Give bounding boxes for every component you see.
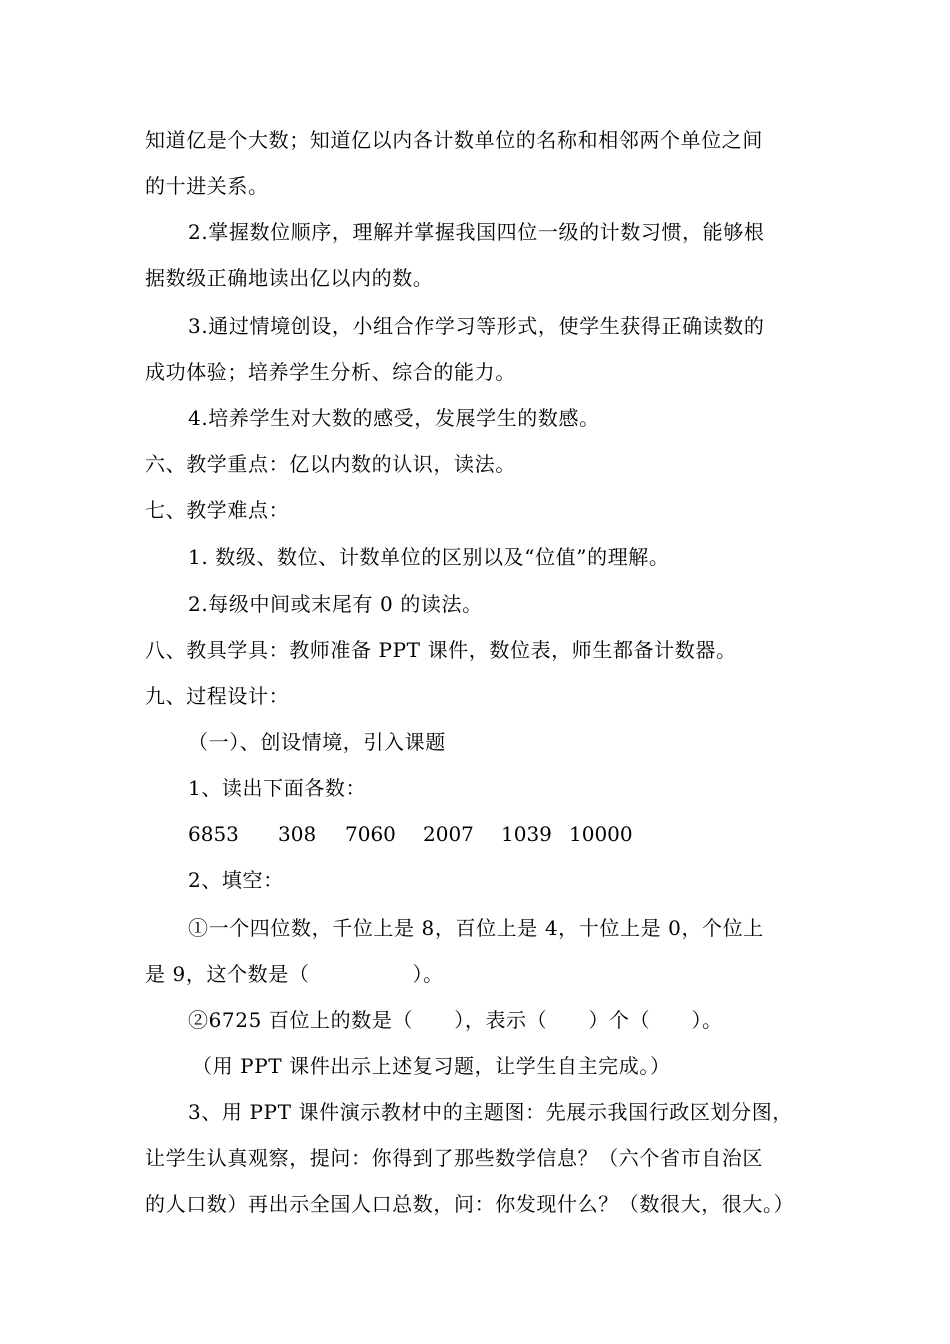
fill-blank-2-line: ②6725 百位上的数是（ ），表示（ ）个（ ）。: [188, 1008, 723, 1032]
number-item: 2007: [423, 822, 474, 846]
number-item: 10000: [569, 822, 633, 846]
number-item: 1039: [501, 822, 552, 846]
objective-2-line: 2.掌握数位顺序，理解并掌握我国四位一级的计数习惯，能够根: [188, 220, 765, 244]
paragraph-line: 让学生认真观察，提问：你得到了那些数学信息？（六个省市自治区: [145, 1146, 763, 1170]
objective-3-line: 3.通过情境创设，小组合作学习等形式，使学生获得正确读数的: [188, 314, 765, 338]
paragraph-line: 成功体验；培养学生分析、综合的能力。: [145, 360, 516, 384]
number-item: 6853: [188, 822, 239, 846]
paragraph-line: 据数级正确地读出亿以内的数。: [145, 266, 434, 290]
paragraph-line: 知道亿是个大数；知道亿以内各计数单位的名称和相邻两个单位之间: [145, 128, 763, 152]
objective-4-line: 4.培养学生对大数的感受，发展学生的数感。: [188, 406, 600, 430]
exercise-3-line: 3、用 PPT 课件演示教材中的主题图：先展示我国行政区划分图，: [188, 1100, 793, 1124]
note-line: （用 PPT 课件出示上述复习题，让学生自主完成。）: [192, 1054, 671, 1078]
paragraph-line: 的人口数）再出示全国人口总数，问：你发现什么？（数很大，很大。）: [145, 1192, 795, 1216]
number-item: 308: [278, 822, 317, 846]
number-item: 7060: [345, 822, 396, 846]
exercise-2-line: 2、填空：: [188, 868, 284, 892]
fill-blank-1-line: ①一个四位数，千位上是 8，百位上是 4，十位上是 0，个位上: [188, 916, 764, 940]
section-heading-difficulties: 七、教学难点：: [145, 498, 290, 522]
paragraph-line: 是 9，这个数是（ ）。: [145, 962, 444, 986]
section-heading-teaching-aids: 八、教具学具：教师准备 PPT 课件，数位表，师生都备计数器。: [145, 638, 737, 662]
paragraph-line: 的十进关系。: [145, 174, 269, 198]
exercise-1-line: 1、读出下面各数：: [188, 776, 367, 800]
section-heading-process-design: 九、过程设计：: [145, 684, 290, 708]
section-heading-key-points: 六、教学重点：亿以内数的认识，读法。: [145, 452, 516, 476]
subsection-heading: （一）、创设情境，引入课题: [188, 730, 446, 754]
difficulty-1-line: 1. 数级、数位、计数单位的区别以及“位值”的理解。: [188, 545, 670, 569]
difficulty-2-line: 2.每级中间或末尾有 0 的读法。: [188, 592, 483, 616]
